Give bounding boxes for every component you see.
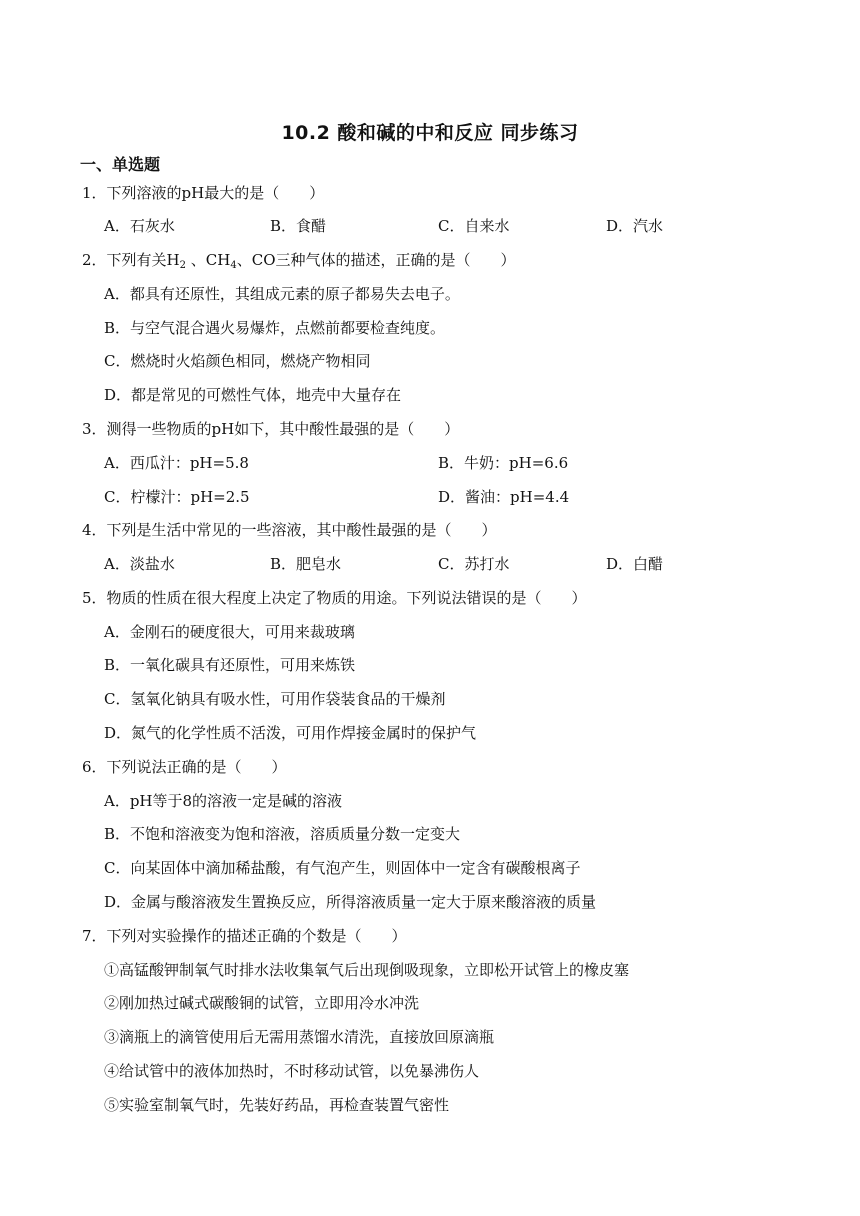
question-2-option-a: A．都具有还原性，其组成元素的原子都易失去电子。 bbox=[104, 285, 460, 303]
question-4-option-c: C．苏打水 bbox=[438, 555, 510, 573]
question-2-option-b: B．与空气混合遇火易爆炸，点燃前都要检查纯度。 bbox=[104, 319, 446, 337]
question-5-stem: 5．物质的性质在很大程度上决定了物质的用途。下列说法错误的是（ ） bbox=[82, 589, 587, 607]
question-3-stem: 3．测得一些物质的pH如下，其中酸性最强的是（ ） bbox=[82, 420, 460, 438]
question-5-option-c: C．氢氧化钠具有吸水性，可用作袋装食品的干燥剂 bbox=[104, 690, 446, 708]
question-2-stem-text-2: 、CH bbox=[186, 251, 231, 269]
question-7-item-3: ③滴瓶上的滴管使用后无需用蒸馏水清洗，直接放回原滴瓶 bbox=[104, 1028, 495, 1046]
question-6-option-d: D．金属与酸溶液发生置换反应，所得溶液质量一定大于原来酸溶液的质量 bbox=[104, 893, 597, 911]
section-heading: 一、单选题 bbox=[80, 155, 161, 174]
question-2-stem-text-3: 、CO三种气体的描述，正确的是（ ） bbox=[236, 251, 516, 269]
question-4-option-d: D．白醋 bbox=[606, 555, 664, 573]
question-4-stem: 4．下列是生活中常见的一些溶液，其中酸性最强的是（ ） bbox=[82, 521, 497, 539]
question-3-option-c: C．柠檬汁：pH=2.5 bbox=[104, 488, 250, 506]
question-2-stem-subscript-2: 4 bbox=[230, 260, 237, 271]
question-1-option-c: C．自来水 bbox=[438, 217, 510, 235]
question-6-stem: 6．下列说法正确的是（ ） bbox=[82, 758, 287, 776]
question-6-option-b: B．不饱和溶液变为饱和溶液，溶质质量分数一定变大 bbox=[104, 825, 461, 843]
question-2-stem-text-1: 2．下列有关H bbox=[82, 251, 180, 269]
question-7-item-5: ⑤实验室制氧气时，先装好药品，再检查装置气密性 bbox=[104, 1096, 450, 1114]
question-5-option-b: B．一氧化碳具有还原性，可用来炼铁 bbox=[104, 656, 356, 674]
question-1-option-a: A．石灰水 bbox=[104, 217, 175, 235]
document-title: 10.2 酸和碱的中和反应 同步练习 bbox=[281, 122, 579, 144]
question-1-stem: 1．下列溶液的pH最大的是（ ） bbox=[82, 184, 325, 202]
question-2-stem-subscript-1: 2 bbox=[179, 260, 187, 271]
question-3-option-d: D．酱油：pH=4.4 bbox=[438, 488, 570, 506]
question-2-option-d: D．都是常见的可燃性气体，地壳中大量存在 bbox=[104, 386, 402, 404]
question-5-option-a: A．金刚石的硬度很大，可用来裁玻璃 bbox=[104, 623, 355, 641]
question-7-item-4: ④给试管中的液体加热时，不时移动试管，以免暴沸伤人 bbox=[104, 1062, 480, 1080]
question-5-option-d: D．氮气的化学性质不活泼，可用作焊接金属时的保护气 bbox=[104, 724, 477, 742]
question-6-option-c: C．向某固体中滴加稀盐酸，有气泡产生，则固体中一定含有碳酸根离子 bbox=[104, 859, 581, 877]
question-7-item-2: ②刚加热过碱式碳酸铜的试管，立即用冷水冲洗 bbox=[104, 994, 420, 1012]
question-4-option-a: A．淡盐水 bbox=[104, 555, 175, 573]
question-3-option-b: B．牛奶：pH=6.6 bbox=[438, 454, 569, 472]
question-3-option-a: A．西瓜汁：pH=5.8 bbox=[104, 454, 249, 472]
question-1-option-d: D．汽水 bbox=[606, 217, 664, 235]
question-7-stem: 7．下列对实验操作的描述正确的个数是（ ） bbox=[82, 927, 407, 945]
question-2-stem bbox=[82, 250, 516, 270]
question-7-item-1: ①高锰酸钾制氧气时排水法收集氧气后出现倒吸现象，立即松开试管上的橡皮塞 bbox=[104, 961, 630, 979]
question-4-option-b: B．肥皂水 bbox=[270, 555, 342, 573]
question-6-option-a: A．pH等于8的溶液一定是碱的溶液 bbox=[104, 792, 343, 810]
question-2-option-c: C．燃烧时火焰颜色相同，燃烧产物相同 bbox=[104, 352, 371, 370]
question-1-option-b: B．食醋 bbox=[270, 217, 327, 235]
